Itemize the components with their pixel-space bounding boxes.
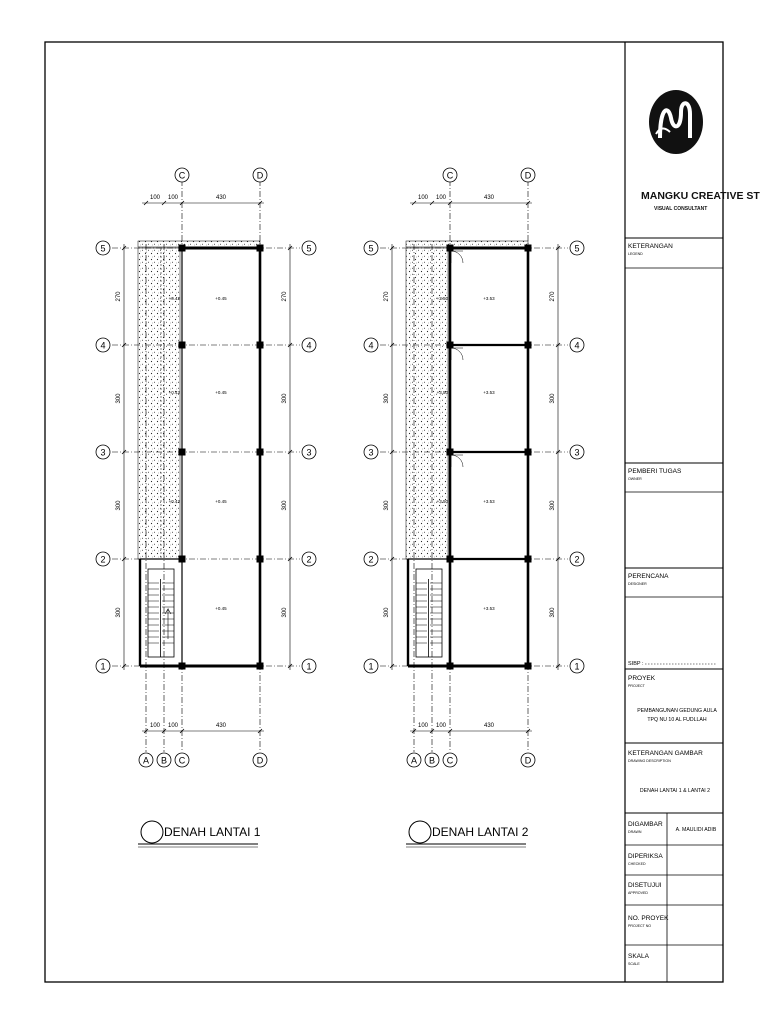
dimension-right-label: 300 bbox=[550, 607, 556, 618]
grid-bubble-col-bottom-label: B bbox=[160, 755, 168, 766]
diperiksa-label: DIPERIKSA bbox=[628, 853, 663, 860]
grid-bubble-row-right-label: 4 bbox=[306, 340, 312, 351]
dimension-right-label: 300 bbox=[282, 500, 288, 511]
grid-bubble-row-left-label: 4 bbox=[368, 340, 374, 351]
floor-plan-lantai-1 bbox=[96, 168, 316, 847]
door-swing bbox=[451, 348, 463, 360]
structural-column bbox=[525, 449, 532, 456]
pemberi-tugas-sub: OWNER bbox=[628, 477, 642, 481]
structural-column bbox=[447, 449, 454, 456]
structural-column bbox=[525, 245, 532, 252]
perencana-label: PERENCANA bbox=[628, 573, 669, 580]
grid-bubble-col-bottom-label: D bbox=[256, 755, 264, 766]
no-proyek-label: NO. PROYEK bbox=[628, 915, 669, 922]
room-level-label: +0.45 bbox=[215, 296, 227, 301]
grid-bubble-col-top-label: C bbox=[446, 170, 454, 181]
dimension-right-label: 270 bbox=[550, 291, 556, 302]
structural-column bbox=[447, 342, 454, 349]
keterangan-sub: LEGEND bbox=[628, 252, 643, 256]
corridor-level-label: +3.50 bbox=[436, 499, 448, 504]
dimension-right-label: 270 bbox=[282, 291, 288, 302]
project-name-line2: TPQ NU 10 AL FUDLLAH bbox=[647, 717, 707, 723]
dimension-bottom-label: 100 bbox=[167, 723, 179, 729]
corridor-level-label: +3.50 bbox=[436, 296, 448, 301]
structural-column bbox=[179, 449, 186, 456]
drawing-description: DENAH LANTAI 1 & LANTAI 2 bbox=[639, 788, 711, 794]
grid-bubble-row-right-label: 2 bbox=[306, 554, 312, 565]
plan-title-marker bbox=[141, 821, 163, 843]
grid-bubble-row-left-label: 5 bbox=[100, 243, 106, 254]
company-name: MANGKU CREATIVE ST bbox=[641, 190, 760, 202]
digambar-label: DIGAMBAR bbox=[628, 821, 663, 828]
grid-bubble-col-top-label: D bbox=[524, 170, 532, 181]
grid-bubble-col-bottom-label: B bbox=[428, 755, 436, 766]
skala-label: SKALA bbox=[628, 953, 649, 960]
dimension-left-label: 300 bbox=[384, 500, 390, 511]
project-name-line1: PEMBANGUNAN GEDUNG AULA bbox=[637, 708, 717, 714]
side-corridor-hatch bbox=[138, 248, 180, 559]
structural-column bbox=[257, 342, 264, 349]
dimension-bottom-label: 100 bbox=[149, 723, 161, 729]
dimension-left-label: 300 bbox=[116, 607, 122, 618]
disetujui-label: DISETUJUI bbox=[628, 882, 662, 889]
structural-column bbox=[257, 663, 264, 670]
grid-bubble-col-bottom-label: D bbox=[524, 755, 532, 766]
dimension-top-label: 430 bbox=[215, 195, 227, 201]
structural-column bbox=[179, 556, 186, 563]
structural-column bbox=[257, 556, 264, 563]
disetujui-sub: APPROVED bbox=[628, 891, 648, 895]
dimension-top-label: 100 bbox=[435, 195, 447, 201]
corridor-level-label: +0.42 bbox=[168, 296, 180, 301]
structural-column bbox=[179, 245, 186, 252]
dimension-left-label: 300 bbox=[116, 393, 122, 404]
grid-bubble-row-left-label: 2 bbox=[368, 554, 374, 565]
dimension-bottom-label: 100 bbox=[417, 723, 429, 729]
plan-title-marker bbox=[409, 821, 431, 843]
dimension-bottom-label: 430 bbox=[483, 723, 495, 729]
grid-bubble-col-top-label: D bbox=[256, 170, 264, 181]
grid-bubble-col-bottom-label: A bbox=[410, 755, 418, 766]
top-terrace-hatch bbox=[138, 241, 260, 247]
grid-bubble-col-bottom-label: A bbox=[142, 755, 150, 766]
dimension-right-label: 300 bbox=[282, 607, 288, 618]
dimension-left-label: 270 bbox=[116, 291, 122, 302]
grid-bubble-row-right-label: 3 bbox=[306, 447, 312, 458]
structural-column bbox=[179, 663, 186, 670]
corridor-level-label: +0.42 bbox=[168, 499, 180, 504]
room-level-label: +3.53 bbox=[483, 499, 495, 504]
diperiksa-sub: CHECKED bbox=[628, 862, 646, 866]
grid-bubble-col-bottom-label: C bbox=[446, 755, 454, 766]
dimension-left-label: 300 bbox=[384, 393, 390, 404]
structural-column bbox=[525, 342, 532, 349]
dimension-left-label: 300 bbox=[116, 500, 122, 511]
dimension-bottom-label: 100 bbox=[435, 723, 447, 729]
grid-bubble-row-left-label: 5 bbox=[368, 243, 374, 254]
structural-column bbox=[179, 342, 186, 349]
company-logo bbox=[649, 90, 703, 154]
keterangan-gambar-label: KETERANGAN GAMBAR bbox=[628, 750, 703, 757]
dimension-left-label: 300 bbox=[384, 607, 390, 618]
structural-column bbox=[447, 663, 454, 670]
digambar-sub: DRAWN bbox=[628, 830, 642, 834]
grid-bubble-col-bottom-label: C bbox=[178, 755, 186, 766]
grid-bubble-row-left-label: 3 bbox=[100, 447, 106, 458]
pemberi-tugas-label: PEMBERI TUGAS bbox=[628, 468, 682, 475]
structural-column bbox=[257, 245, 264, 252]
room-level-label: +3.53 bbox=[483, 296, 495, 301]
dimension-right-label: 300 bbox=[282, 393, 288, 404]
structural-column bbox=[257, 449, 264, 456]
stair-direction-arrow bbox=[165, 609, 171, 639]
grid-bubble-row-left-label: 3 bbox=[368, 447, 374, 458]
digambar-value: A. MAULIDI ADIB bbox=[675, 827, 717, 833]
dimension-bottom-label: 430 bbox=[215, 723, 227, 729]
grid-bubble-row-right-label: 4 bbox=[574, 340, 580, 351]
floor-plan-lantai-2 bbox=[364, 168, 584, 847]
dimension-top-label: 100 bbox=[149, 195, 161, 201]
grid-bubble-row-left-label: 1 bbox=[100, 661, 106, 672]
plan-title: DENAH LANTAI 1 bbox=[164, 825, 261, 839]
door-swing bbox=[451, 251, 463, 263]
room-level-label: +3.53 bbox=[483, 390, 495, 395]
grid-bubble-row-right-label: 5 bbox=[306, 243, 312, 254]
dimension-top-label: 100 bbox=[167, 195, 179, 201]
grid-bubble-row-right-label: 2 bbox=[574, 554, 580, 565]
grid-bubble-row-right-label: 3 bbox=[574, 447, 580, 458]
room-level-label: +3.53 bbox=[483, 606, 495, 611]
door-swing bbox=[451, 455, 463, 467]
dimension-left-label: 270 bbox=[384, 291, 390, 302]
no-proyek-sub: PROJECT NO bbox=[628, 924, 652, 928]
dimension-right-label: 300 bbox=[550, 393, 556, 404]
side-corridor-hatch bbox=[406, 248, 448, 559]
corridor-level-label: +3.50 bbox=[436, 390, 448, 395]
corridor-level-label: +0.42 bbox=[168, 390, 180, 395]
skala-sub: SCALE bbox=[628, 962, 640, 966]
grid-bubble-row-left-label: 1 bbox=[368, 661, 374, 672]
keterangan-label: KETERANGAN bbox=[628, 243, 673, 250]
dimension-top-label: 100 bbox=[417, 195, 429, 201]
room-level-label: +0.45 bbox=[215, 606, 227, 611]
grid-bubble-row-right-label: 1 bbox=[574, 661, 580, 672]
plan-title: DENAH LANTAI 2 bbox=[432, 825, 529, 839]
dimension-right-label: 300 bbox=[550, 500, 556, 511]
structural-column bbox=[525, 663, 532, 670]
structural-column bbox=[525, 556, 532, 563]
proyek-label: PROYEK bbox=[628, 675, 656, 682]
room-level-label: +0.45 bbox=[215, 499, 227, 504]
grid-bubble-row-right-label: 1 bbox=[306, 661, 312, 672]
grid-bubble-col-top-label: C bbox=[178, 170, 186, 181]
company-tagline: VISUAL CONSULTANT bbox=[654, 206, 708, 212]
grid-bubble-row-left-label: 4 bbox=[100, 340, 106, 351]
structural-column bbox=[447, 245, 454, 252]
structural-column bbox=[447, 556, 454, 563]
grid-bubble-row-right-label: 5 bbox=[574, 243, 580, 254]
keterangan-gambar-sub: DRAWING DESCRIPTION bbox=[628, 759, 671, 763]
grid-bubble-row-left-label: 2 bbox=[100, 554, 106, 565]
title-block bbox=[625, 90, 760, 982]
sibp-label: SIBP : bbox=[628, 661, 644, 667]
room-level-label: +0.45 bbox=[215, 390, 227, 395]
dimension-top-label: 430 bbox=[483, 195, 495, 201]
top-terrace-hatch bbox=[406, 241, 528, 247]
perencana-sub: DESIGNER bbox=[628, 582, 647, 586]
proyek-sub: PROJECT bbox=[628, 684, 645, 688]
